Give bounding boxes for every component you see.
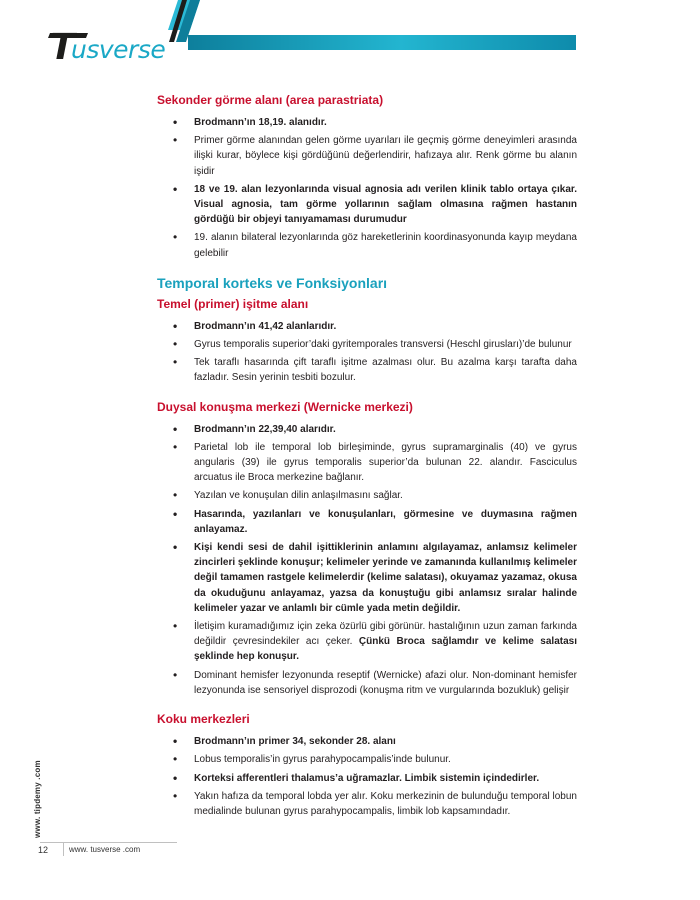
list-item: • Brodmann’ın 18,19. alanıdır. <box>157 115 577 130</box>
list-item: • Gyrus temporalis superior’daki gyritemporales transversi (Heschl girusları)’de bulunur <box>157 337 577 352</box>
list-item: • Brodmann’ın 41,42 alanlarıdır. <box>157 319 577 334</box>
heading-olfactory: Koku merkezleri <box>157 712 250 727</box>
list-item: • Yazılan ve konuşulan dilin anlaşılmasını sağlar. <box>157 488 577 503</box>
heading-primary-auditory: Temel (primer) işitme alanı <box>157 296 309 311</box>
logo-initial: T <box>50 27 75 68</box>
section-title: Temporal korteks ve Fonksiyonları <box>157 274 388 291</box>
list-item-text: İletişim kuramadığımız için zeka özürlü gibi görünür. hastalığının uzun zaman farkında değildir çevresindekiler acı çeker. <box>194 621 577 648</box>
list-item-emphasis: Çünkü Broca sağlamdır ve kelime salatası şeklinde hep konuşur. <box>194 636 577 663</box>
list-item: • Korteksi afferentleri thalamus’a uğramazlar. Limbik sistemin içindedirler. <box>157 771 577 786</box>
list-secondary-visual <box>157 115 577 261</box>
list-item <box>157 619 577 665</box>
footer-separator <box>63 842 64 856</box>
header-bar <box>188 35 576 50</box>
list-item: • Brodmann’ın 22,39,40 alarıdır. <box>157 422 577 437</box>
page-number: 12 <box>38 845 49 855</box>
list-item: • Lobus temporalis’in gyrus parahypocampalis’inde bulunur. <box>157 752 577 767</box>
list-wernicke <box>157 422 577 698</box>
heading-wernicke: Duysal konuşma merkezi (Wernicke merkezi) <box>157 399 413 414</box>
list-item: • Dominant hemisfer lezyonunda reseptif (Wernicke) afazi olur. Non-dominant hemisfer lezyonunda ise sensoriyel disprozodi (konuşma ritm ve vurgularında bozukluk) gelişir <box>157 668 577 698</box>
main-content <box>157 92 577 822</box>
list-item: • 18 ve 19. alan lezyonlarında visual agnosia adı verilen klinik tablo ortaya çıkar. Visual agnosia, tam görme yollarının sağlam olmasına rağmen hastanın gördüğü bir objeyi tanıyamaması durumudur <box>157 182 577 228</box>
logo-word: usverse <box>71 35 166 64</box>
footer-url[interactable]: www. tusverse .com <box>69 845 141 854</box>
list-primary-auditory <box>157 319 577 386</box>
list-item: • Parietal lob ile temporal lob birleşiminde, gyrus supramarginalis (40) ve gyrus angularis (39) ile gyrus temporalis superior’da bulunan 22. alandır. Fasciculus arcuatus ile Broca merkezine bağlanır. <box>157 440 577 486</box>
list-item: • Tek taraflı hasarında çift taraflı işitme azalması olur. Bu azalma karşı tarafta daha fazladır. Sesin yerinin tesbiti bozulur. <box>157 355 577 385</box>
list-item: • Kişi kendi sesi de dahil işittiklerinin anlamını algılayamaz, anlamsız kelimeler zincirleri şeklinde konuşur; kelimeler yerinde ve zamanında kullanılmış kelimeler değil tamamen rastgele kelimelerdir (kelime salatası), okuyamaz yazamaz, okusa da okuduğunu anlayamaz, yazsa da konuştuğu gibi anlamsız sıralar halinde kelimeler yazar ve anlamlı bir cümle yada metin değildir. <box>157 540 577 616</box>
list-item: • Yakın hafıza da temporal lobda yer alır. Koku merkezinin de bulunduğu temporal lobun medialinde bulunan gyrus parahypocampalis, limbik lob kapsamındadır. <box>157 789 577 819</box>
list-olfactory <box>157 734 577 819</box>
list-item: • Hasarında, yazılanları ve konuşulanları, görmesine ve duymasına rağmen anlayamaz. <box>157 507 577 537</box>
list-item: • Brodmann’ın primer 34, sekonder 28. alanı <box>157 734 577 749</box>
heading-secondary-visual: Sekonder görme alanı (area parastriata) <box>157 93 384 107</box>
footer-divider <box>40 842 177 843</box>
side-url[interactable]: www. tipdemy .com <box>33 760 42 838</box>
list-item: • 19. alanın bilateral lezyonlarında göz hareketlerinin koordinasyonunda kayıp meydana gelebilir <box>157 230 577 260</box>
list-item: • Primer görme alanından gelen görme uyarıları ile geçmiş görme deneyimleri arasında ilişki kurar, böylece kişi gördüğünü değerlendirir, hafızaya alır. Renk görme bu alanın işidir <box>157 133 577 179</box>
